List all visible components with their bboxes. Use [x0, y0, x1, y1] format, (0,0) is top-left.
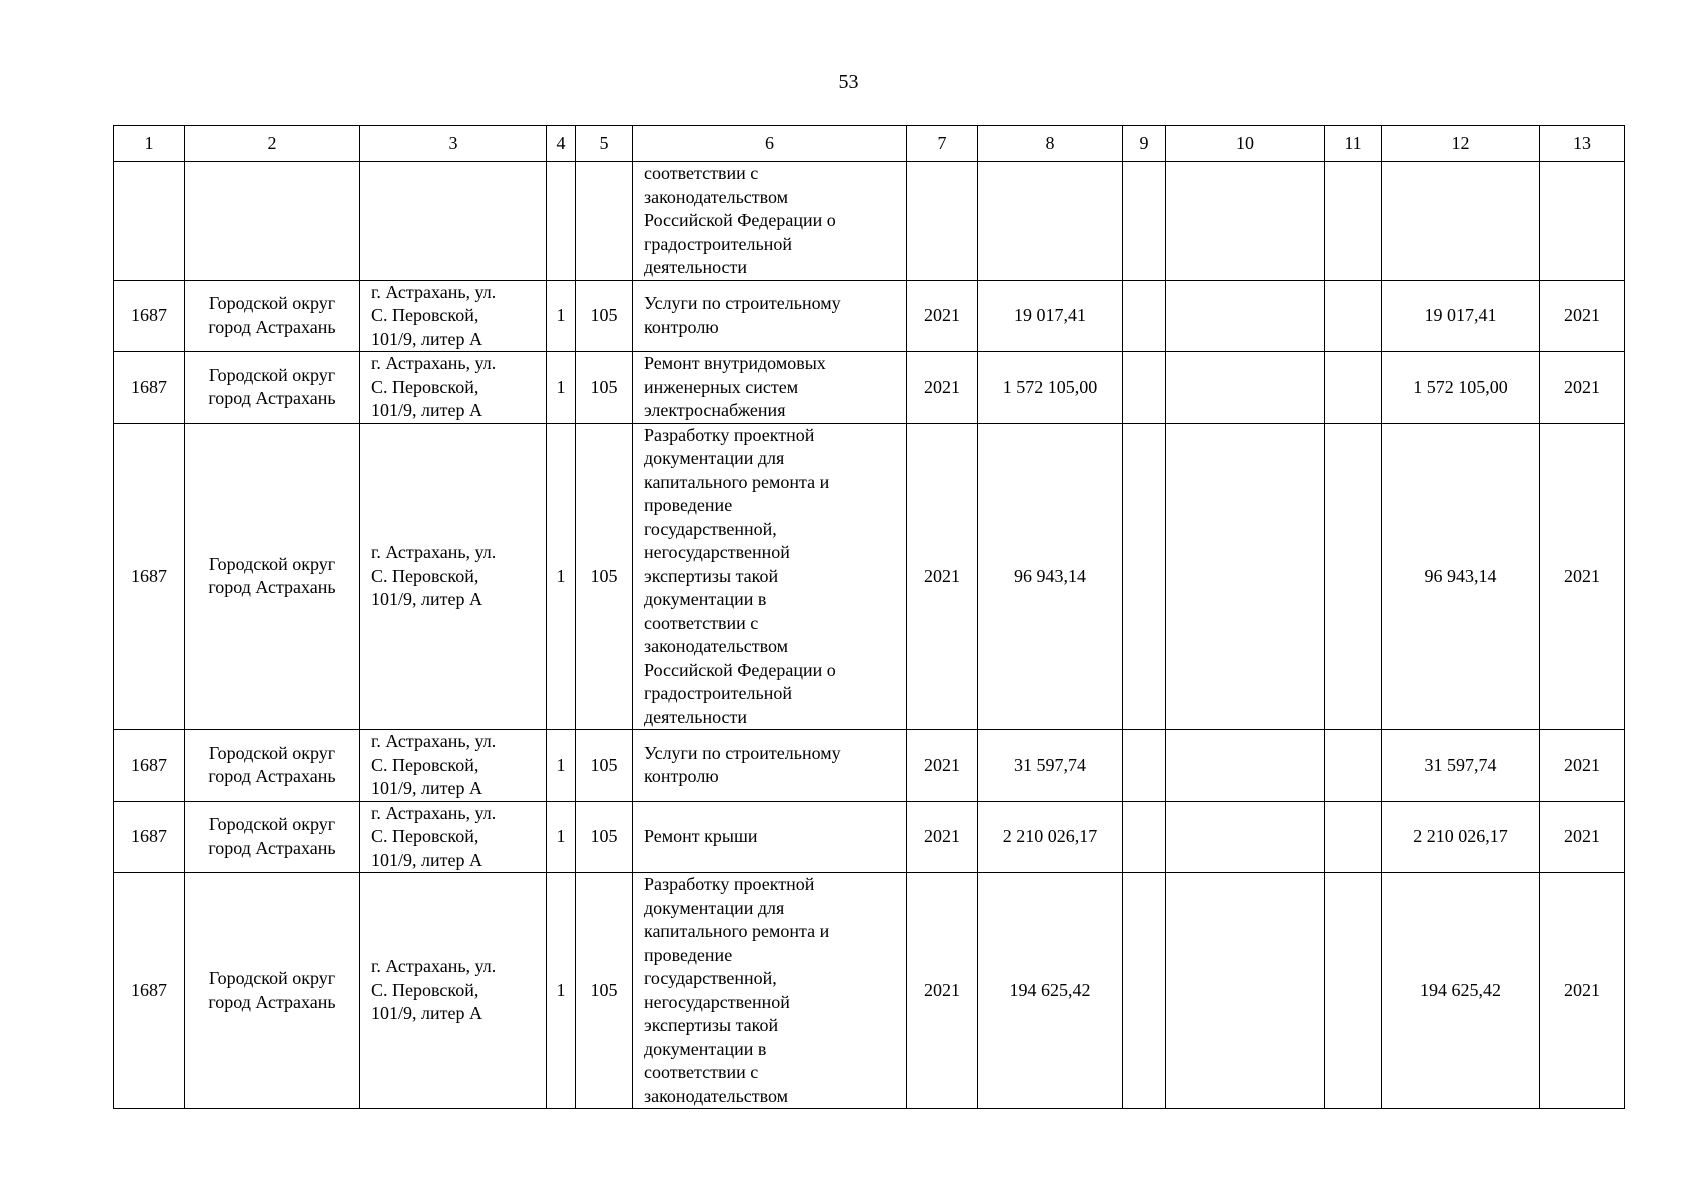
address-cell: г. Астрахань, ул. С. Перовской, 101/9, литер А	[360, 423, 547, 730]
total-cost-cell: 1 572 105,00	[1382, 352, 1540, 424]
col10-cell	[1166, 801, 1325, 873]
col5-cell: 105	[576, 352, 633, 424]
municipality-cell: Городской округ город Астрахань	[185, 423, 360, 730]
completion-year-cell: 2021	[1540, 423, 1625, 730]
row-number-cell: 1687	[114, 730, 185, 802]
col4-cell: 1	[547, 352, 576, 424]
col4-cell: 1	[547, 873, 576, 1109]
row-number-cell: 1687	[114, 280, 185, 352]
col5-cell: 105	[576, 280, 633, 352]
col10-cell	[1166, 730, 1325, 802]
row-number-cell: 1687	[114, 423, 185, 730]
col4-cell: 1	[547, 280, 576, 352]
table-row	[114, 352, 1625, 424]
column-number-row	[114, 126, 1625, 162]
col10-cell	[1166, 352, 1325, 424]
col11-cell	[1325, 730, 1382, 802]
cost-cell: 96 943,14	[978, 423, 1123, 730]
table-row	[114, 280, 1625, 352]
column-header: 3	[360, 126, 547, 162]
year-cell: 2021	[907, 280, 978, 352]
address-cell: г. Астрахань, ул. С. Перовской, 101/9, литер А	[360, 280, 547, 352]
cost-cell: 1 572 105,00	[978, 352, 1123, 424]
work-type-cell: Разработку проектной документации для капитального ремонта и проведение государственной, негосударственной экспертизы такой документации в соответствии с законодательством	[633, 873, 907, 1109]
work-type-cell: соответствии с законодательством Российской Федерации о градостроительной деятельности	[633, 162, 907, 281]
cost-cell: 19 017,41	[978, 280, 1123, 352]
year-cell: 2021	[907, 801, 978, 873]
col9-cell	[1123, 352, 1166, 424]
cost-cell: 2 210 026,17	[978, 801, 1123, 873]
work-type-cell: Услуги по строительному контролю	[633, 280, 907, 352]
col9-cell	[1123, 280, 1166, 352]
column-header: 9	[1123, 126, 1166, 162]
address-cell: г. Астрахань, ул. С. Перовской, 101/9, литер А	[360, 873, 547, 1109]
column-header: 4	[547, 126, 576, 162]
column-header: 8	[978, 126, 1123, 162]
page-number: 53	[838, 71, 859, 93]
col5-cell: 105	[576, 873, 633, 1109]
municipality-cell: Городской округ город Астрахань	[185, 352, 360, 424]
work-type-cell: Ремонт внутридомовых инженерных систем электроснабжения	[633, 352, 907, 424]
col4-cell: 1	[547, 730, 576, 802]
total-cost-cell: 194 625,42	[1382, 873, 1540, 1109]
col10-cell	[1166, 280, 1325, 352]
col5-cell: 105	[576, 423, 633, 730]
total-cost-cell: 96 943,14	[1382, 423, 1540, 730]
col10-cell	[1166, 423, 1325, 730]
column-header: 7	[907, 126, 978, 162]
year-cell: 2021	[907, 352, 978, 424]
municipality-cell: Городской округ город Астрахань	[185, 730, 360, 802]
address-cell: г. Астрахань, ул. С. Перовской, 101/9, литер А	[360, 730, 547, 802]
col5-cell: 105	[576, 730, 633, 802]
col9-cell	[1123, 801, 1166, 873]
col9-cell	[1123, 730, 1166, 802]
column-header: 6	[633, 126, 907, 162]
address-cell: г. Астрахань, ул. С. Перовской, 101/9, литер А	[360, 352, 547, 424]
year-cell: 2021	[907, 423, 978, 730]
row-number-cell: 1687	[114, 352, 185, 424]
column-header: 2	[185, 126, 360, 162]
work-type-cell: Услуги по строительному контролю	[633, 730, 907, 802]
col11-cell	[1325, 280, 1382, 352]
column-header: 5	[576, 126, 633, 162]
table-row	[114, 873, 1625, 1109]
column-header: 12	[1382, 126, 1540, 162]
completion-year-cell: 2021	[1540, 873, 1625, 1109]
completion-year-cell: 2021	[1540, 352, 1625, 424]
table-row	[114, 730, 1625, 802]
total-cost-cell: 31 597,74	[1382, 730, 1540, 802]
column-header: 1	[114, 126, 185, 162]
cost-cell: 31 597,74	[978, 730, 1123, 802]
table-row	[114, 801, 1625, 873]
completion-year-cell: 2021	[1540, 280, 1625, 352]
col4-cell: 1	[547, 423, 576, 730]
row-number-cell: 1687	[114, 801, 185, 873]
total-cost-cell: 19 017,41	[1382, 280, 1540, 352]
cost-cell: 194 625,42	[978, 873, 1123, 1109]
col9-cell	[1123, 873, 1166, 1109]
municipality-cell: Городской округ город Астрахань	[185, 873, 360, 1109]
col4-cell: 1	[547, 801, 576, 873]
capital-repair-table	[113, 125, 1625, 1109]
continuation-row	[114, 162, 1625, 281]
col9-cell	[1123, 423, 1166, 730]
row-number-cell: 1687	[114, 873, 185, 1109]
municipality-cell: Городской округ город Астрахань	[185, 280, 360, 352]
year-cell: 2021	[907, 730, 978, 802]
column-header: 11	[1325, 126, 1382, 162]
table-row	[114, 423, 1625, 730]
col11-cell	[1325, 801, 1382, 873]
col11-cell	[1325, 873, 1382, 1109]
municipality-cell: Городской округ город Астрахань	[185, 801, 360, 873]
work-type-cell: Разработку проектной документации для капитального ремонта и проведение государственной, негосударственной экспертизы такой документации в соответствии с законодательством Российской Федерации о градостроительной деятельности	[633, 423, 907, 730]
year-cell: 2021	[907, 873, 978, 1109]
address-cell: г. Астрахань, ул. С. Перовской, 101/9, литер А	[360, 801, 547, 873]
col10-cell	[1166, 873, 1325, 1109]
col11-cell	[1325, 352, 1382, 424]
column-header: 10	[1166, 126, 1325, 162]
work-type-cell: Ремонт крыши	[633, 801, 907, 873]
total-cost-cell: 2 210 026,17	[1382, 801, 1540, 873]
column-header: 13	[1540, 126, 1625, 162]
completion-year-cell: 2021	[1540, 801, 1625, 873]
completion-year-cell: 2021	[1540, 730, 1625, 802]
col5-cell: 105	[576, 801, 633, 873]
col11-cell	[1325, 423, 1382, 730]
